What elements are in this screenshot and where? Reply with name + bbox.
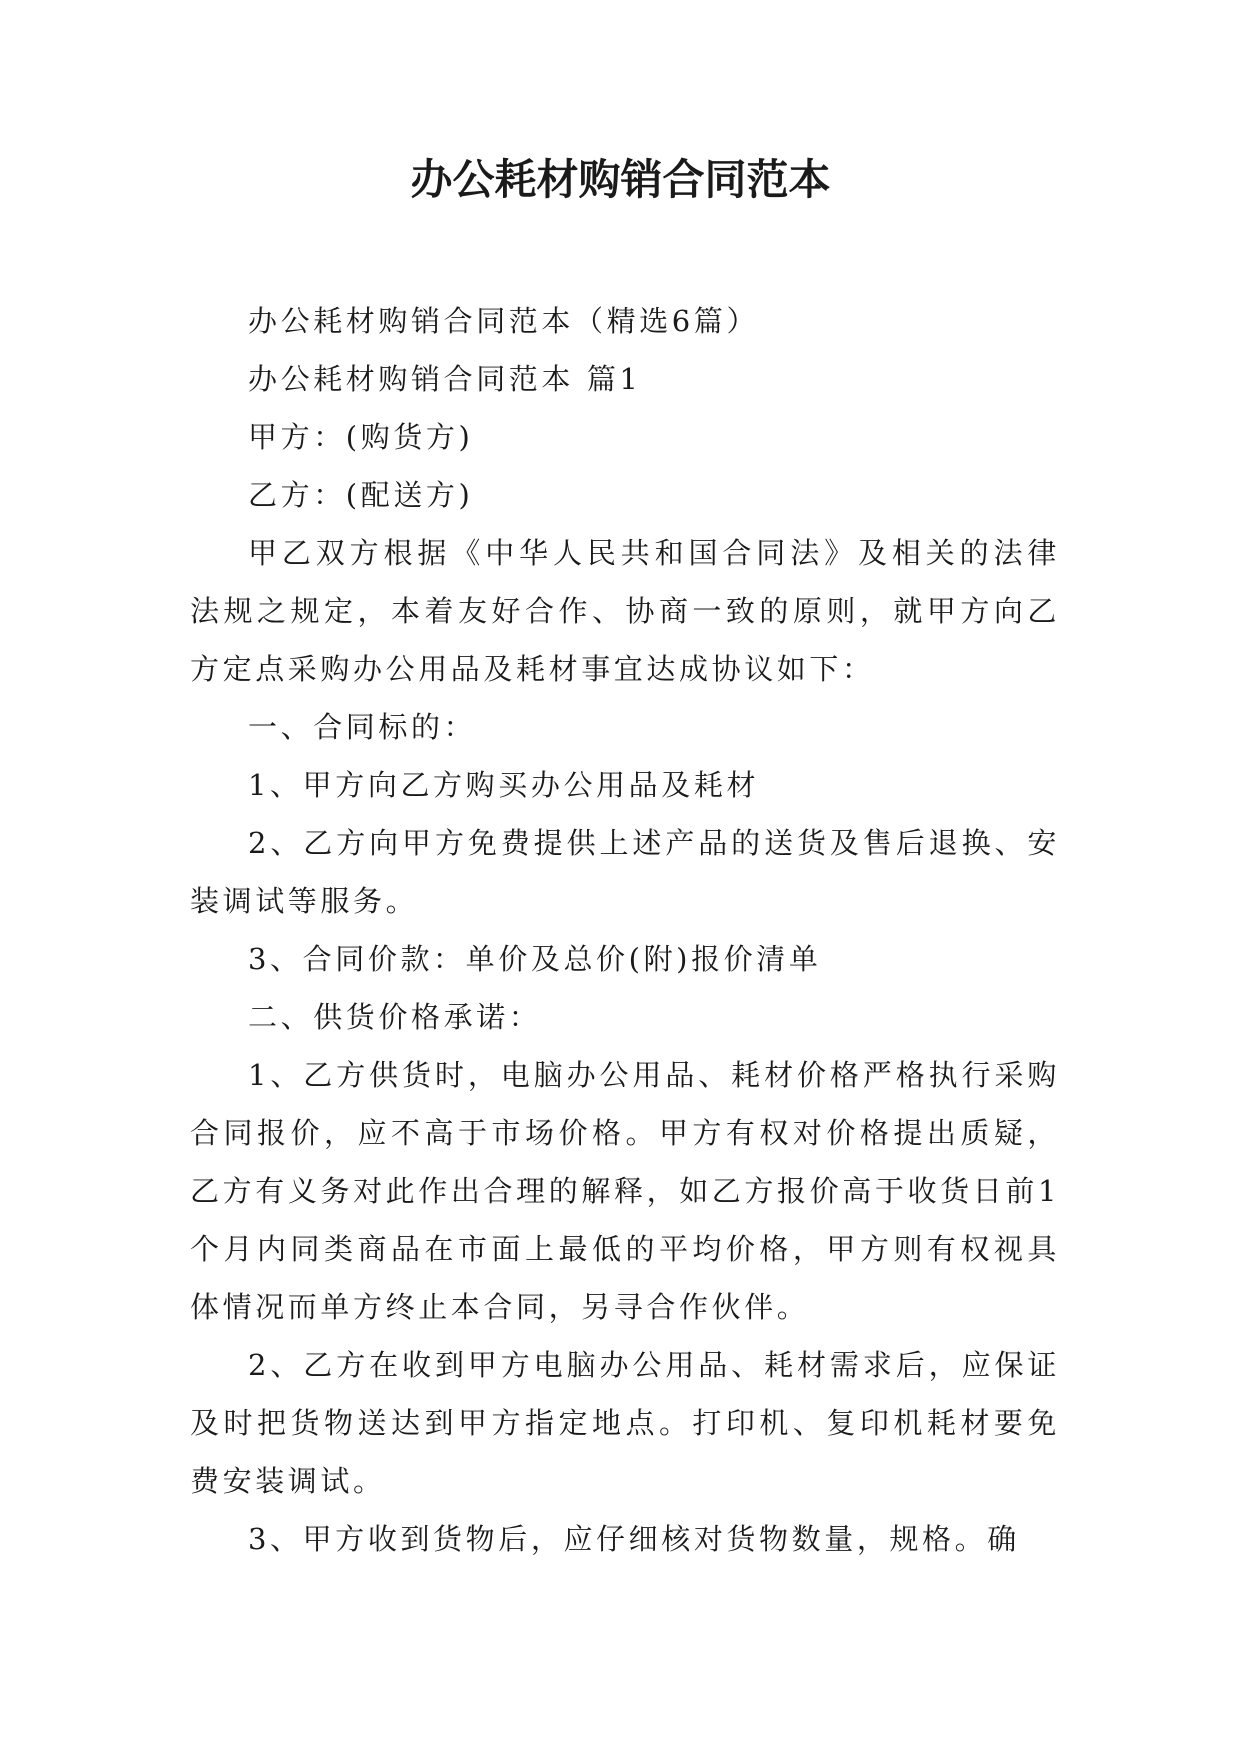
paragraph-clause-1-3: 3、合同价款：单价及总价(附)报价清单 <box>248 942 822 976</box>
paragraph-clause-2-1: 1、乙方供货时，电脑办公用品、耗材价格严格执行采购合同报价，应不高于市场价格。甲方有权对价格提出质疑，乙方有义务对此作出合理的解释，如乙方报价高于收货日前1个月内同类商品在市面上最低的平均价格，甲方则有权视具体情况而单方终止本合同，另寻合作伙伴。 <box>190 1058 1060 1324</box>
paragraph-party-a: 甲方：(购货方) <box>248 420 474 454</box>
paragraph-section-heading: 办公耗材购销合同范本 篇1 <box>248 362 642 396</box>
paragraph-clause-2-3: 3、甲方收到货物后，应仔细核对货物数量，规格。确 <box>248 1522 1020 1556</box>
document-title: 办公耗材购销合同范本 <box>410 155 831 204</box>
paragraph-clause-heading-2: 二、供货价格承诺： <box>248 1000 542 1034</box>
paragraph-clause-1-1: 1、甲方向乙方购买办公用品及耗材 <box>248 768 760 802</box>
paragraph-subtitle: 办公耗材购销合同范本（精选6篇） <box>248 304 760 338</box>
paragraph-preamble: 甲乙双方根据《中华人民共和国合同法》及相关的法律法规之规定，本着友好合作、协商一致的原则，就甲方向乙方定点采购办公用品及耗材事宜达成协议如下： <box>190 536 1060 686</box>
paragraph-clause-2-2: 2、乙方在收到甲方电脑办公用品、耗材需求后，应保证及时把货物送达到甲方指定地点。打印机、复印机耗材要免费安装调试。 <box>190 1348 1060 1498</box>
paragraph-clause-1-2: 2、乙方向甲方免费提供上述产品的送货及售后退换、安装调试等服务。 <box>190 826 1060 918</box>
document-body <box>190 292 1060 1568</box>
paragraph-clause-heading-1: 一、合同标的： <box>248 710 477 744</box>
paragraph-party-b: 乙方：(配送方) <box>248 478 474 512</box>
